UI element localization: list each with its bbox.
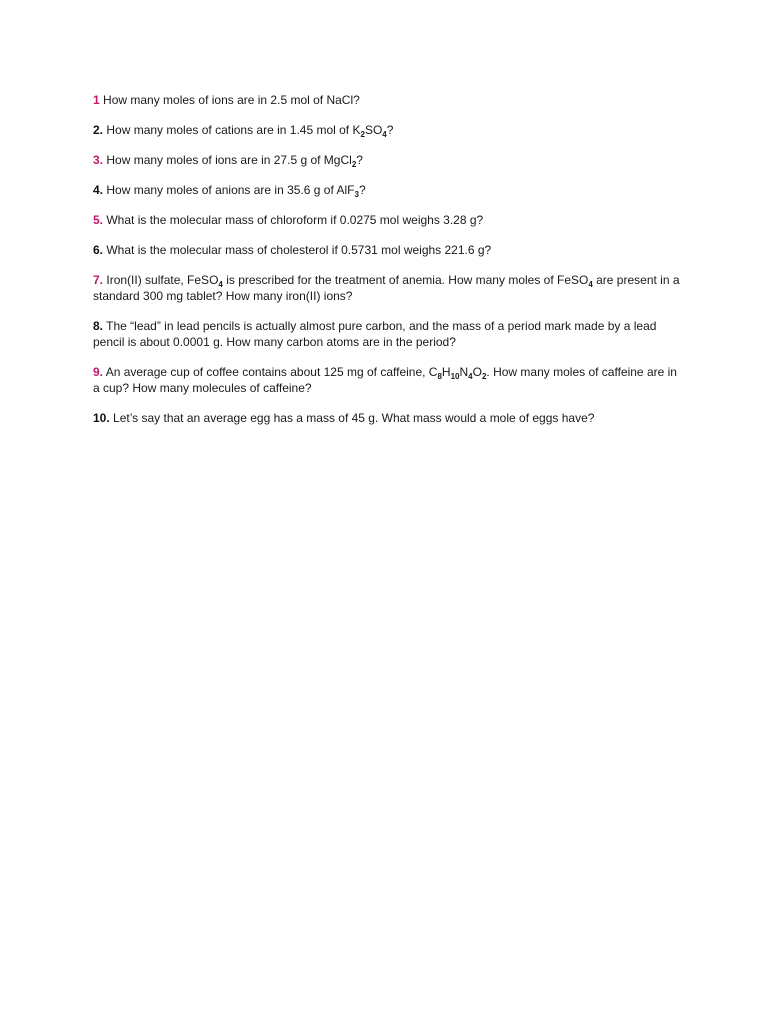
question-text: How many moles of cations are in 1.45 mol of K — [106, 123, 361, 137]
subscript: 10 — [450, 372, 460, 381]
subscript: 3 — [354, 190, 359, 199]
question-text: O — [472, 365, 482, 379]
question-text: ? — [386, 123, 394, 137]
subscript: 4 — [468, 372, 473, 381]
question-1 — [93, 92, 683, 108]
question-number: 10. — [93, 411, 110, 425]
question-text: are present in a standard 300 mg tablet? How many iron(II) ions? — [93, 273, 680, 303]
question-7 — [93, 272, 683, 304]
question-text: The “lead” in lead pencils is actually almost pure carbon, and the mass of a period mark made by a lead pencil is about 0.0001 g. How many carbon atoms are in the period? — [93, 319, 657, 349]
question-text: Iron(II) sulfate, FeSO — [106, 273, 219, 287]
question-number: 8. — [93, 319, 104, 333]
question-text: How many moles of anions are in 35.6 g of AlF — [106, 183, 355, 197]
question-text: is prescribed for the treatment of anemia. How many moles of FeSO — [222, 273, 589, 287]
question-9 — [93, 364, 683, 396]
question-2 — [93, 122, 683, 138]
subscript: 4 — [588, 280, 593, 289]
question-text: ? — [356, 153, 363, 167]
question-text: SO — [364, 123, 383, 137]
question-text: Let’s say that an average egg has a mass of 45 g. What mass would a mole of eggs have? — [113, 411, 595, 425]
question-number: 9. — [93, 365, 104, 379]
question-10 — [93, 410, 683, 426]
question-number: 3. — [93, 153, 104, 167]
question-5 — [93, 212, 683, 228]
question-text: ? — [358, 183, 366, 197]
question-number: 5. — [93, 213, 104, 227]
subscript: 4 — [382, 130, 387, 139]
question-number: 6. — [93, 243, 104, 257]
question-text: What is the molecular mass of cholesterol if 0.5731 mol weighs 221.6 g? — [106, 243, 492, 257]
question-text: How many moles of ions are in 2.5 mol of NaCl? — [103, 93, 360, 107]
question-number: 7. — [93, 273, 104, 287]
question-6 — [93, 242, 683, 258]
question-text: N — [459, 365, 469, 379]
question-3 — [93, 152, 683, 168]
question-list — [93, 92, 683, 440]
question-4 — [93, 182, 683, 198]
question-text: H — [441, 365, 451, 379]
question-text: An average cup of coffee contains about 125 mg of caffeine, C — [105, 365, 438, 379]
question-number: 1 — [93, 93, 100, 107]
question-number: 4. — [93, 183, 104, 197]
question-number: 2. — [93, 123, 104, 137]
subscript: 2 — [481, 372, 487, 381]
question-text: How many moles of ions are in 27.5 g of MgCl — [106, 153, 352, 167]
question-8 — [93, 318, 683, 350]
question-text: . How many moles of caffeine are in a cup? How many molecules of caffeine? — [93, 365, 677, 395]
question-text: What is the molecular mass of chloroform if 0.0275 mol weighs 3.28 g? — [106, 213, 484, 227]
subscript: 8 — [437, 372, 442, 381]
subscript: 4 — [218, 280, 223, 289]
subscript: 2 — [360, 130, 365, 139]
subscript: 2 — [351, 160, 357, 169]
